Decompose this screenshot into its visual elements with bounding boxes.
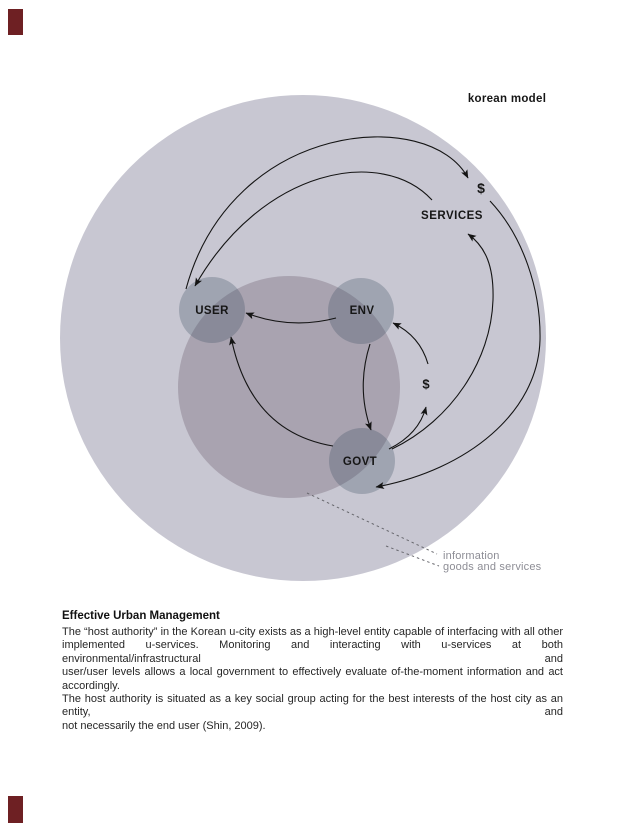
goods-and-services-annotation: goods and services: [443, 561, 542, 573]
caption-line: not necessarily the end user (Shin, 2009).: [62, 719, 266, 732]
user-node-label: USER: [195, 305, 229, 317]
caption-line: user/user levels allows a local government to effectively evaluate of-the-moment information and act accordingly.: [62, 666, 563, 692]
information-annotation: information: [443, 550, 500, 562]
caption-line: The host authority is situated as a key social group acting for the best interests of the host city as an entity, and: [62, 693, 563, 719]
caption-line: The “host authority” in the Korean u-city exists as a high-level entity capable of interfacing with all other: [62, 626, 563, 638]
services-label: SERVICES: [421, 210, 483, 222]
govt-node-label: GOVT: [342, 456, 378, 468]
caption-block: [62, 610, 563, 733]
korean-model-title: korean model: [467, 93, 547, 105]
env-node-label: ENV: [349, 305, 375, 317]
dollar-middle-label: $: [422, 376, 430, 392]
caption-line: implemented u-services. Monitoring and interacting with u-services at both environmental/infrastructural and: [62, 639, 563, 665]
dollar-top-label: $: [477, 180, 485, 196]
caption-heading: Effective Urban Management: [62, 610, 220, 622]
